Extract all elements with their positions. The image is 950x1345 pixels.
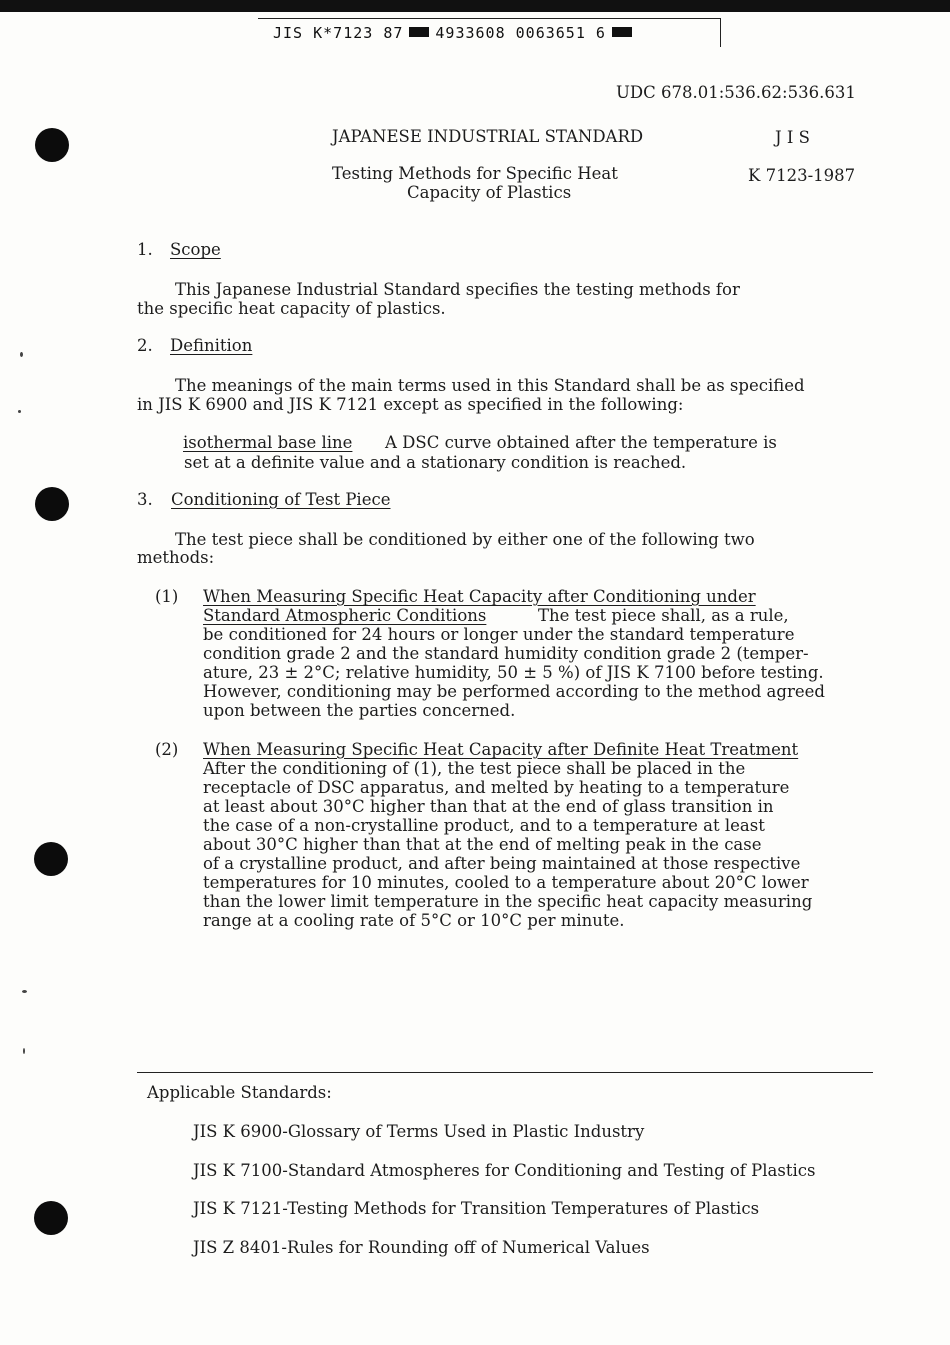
title-line-1: Testing Methods for Specific Heat bbox=[332, 164, 618, 183]
applicable-heading: Applicable Standards: bbox=[147, 1083, 332, 1102]
item-body-line: at least about 30°C higher than that at the end of glass transition in bbox=[203, 797, 774, 816]
applicable-item: JIS K 6900-Glossary of Terms Used in Plastic Industry bbox=[193, 1122, 645, 1141]
body-line: This Japanese Industrial Standard specifies the testing methods for bbox=[175, 280, 740, 299]
item-body-line: range at a cooling rate of 5°C or 10°C per minute. bbox=[203, 911, 625, 930]
item-body-line: of a crystalline product, and after being maintained at those respective bbox=[203, 854, 801, 873]
item-title: When Measuring Specific Heat Capacity after Definite Heat Treatment bbox=[203, 740, 799, 759]
punch-hole bbox=[34, 842, 68, 876]
item-body-line: condition grade 2 and the standard humidity condition grade 2 (temper- bbox=[203, 644, 809, 663]
body-line: the specific heat capacity of plastics. bbox=[137, 299, 446, 318]
title-line-2: Capacity of Plastics bbox=[407, 183, 572, 202]
stamp-number: 4933608 0063651 6 bbox=[435, 24, 606, 42]
item-body-line: be conditioned for 24 hours or longer under the standard temperature bbox=[203, 625, 795, 644]
item-body-line: upon between the parties concerned. bbox=[203, 701, 516, 720]
header-stamp bbox=[273, 24, 638, 42]
applicable-item: JIS Z 8401-Rules for Rounding off of Numerical Values bbox=[193, 1238, 650, 1257]
item-body-line: After the conditioning of (1), the test piece shall be placed in the bbox=[203, 759, 746, 778]
standard-type: JAPANESE INDUSTRIAL STANDARD bbox=[332, 127, 644, 146]
item-body-line: receptacle of DSC apparatus, and melted by heating to a temperature bbox=[203, 778, 790, 797]
body-line: The test piece shall be conditioned by either one of the following two bbox=[175, 530, 755, 549]
section-heading-scope: Scope bbox=[170, 240, 221, 259]
standard-number: K 7123-1987 bbox=[748, 166, 856, 185]
item-title: Standard Atmospheric Conditions bbox=[203, 606, 487, 625]
stamp-block-mark bbox=[409, 27, 429, 37]
term-definition: A DSC curve obtained after the temperature is bbox=[385, 433, 777, 452]
item-label: (2) bbox=[155, 740, 179, 759]
stamp-block-mark bbox=[612, 27, 632, 37]
punch-hole bbox=[35, 487, 69, 521]
section-number: 3. bbox=[137, 490, 153, 509]
applicable-item: JIS K 7100-Standard Atmospheres for Conditioning and Testing of Plastics bbox=[193, 1161, 816, 1180]
stamp-code: JIS K*7123 87 bbox=[273, 24, 404, 42]
item-body-line: the case of a non-crystalline product, and to a temperature at least bbox=[203, 816, 765, 835]
item-label: (1) bbox=[155, 587, 179, 606]
scan-speck bbox=[20, 352, 23, 357]
udc-code: UDC 678.01:536.62:536.631 bbox=[616, 83, 856, 102]
section-heading-definition: Definition bbox=[170, 336, 253, 355]
item-title: When Measuring Specific Heat Capacity after Conditioning under bbox=[203, 587, 756, 606]
defined-term: isothermal base line bbox=[183, 433, 353, 452]
item-body-line: ature, 23 ± 2°C; relative humidity, 50 ± 5 %) of JIS K 7100 before testing. bbox=[203, 663, 824, 682]
term-definition: set at a definite value and a stationary condition is reached. bbox=[184, 453, 687, 472]
footnote-divider bbox=[137, 1072, 873, 1073]
section-number: 1. bbox=[137, 240, 153, 259]
body-line: The meanings of the main terms used in this Standard shall be as specified bbox=[175, 376, 805, 395]
section-heading-conditioning: Conditioning of Test Piece bbox=[171, 490, 391, 509]
body-line: in JIS K 6900 and JIS K 7121 except as specified in the following: bbox=[137, 395, 684, 414]
applicable-item: JIS K 7121-Testing Methods for Transition Temperatures of Plastics bbox=[193, 1199, 760, 1218]
item-body-line: temperatures for 10 minutes, cooled to a temperature about 20°C lower bbox=[203, 873, 809, 892]
body-line: methods: bbox=[137, 548, 215, 567]
item-body-line: However, conditioning may be performed according to the method agreed bbox=[203, 682, 825, 701]
item-body-line: about 30°C higher than that at the end of melting peak in the case bbox=[203, 835, 762, 854]
scan-speck bbox=[23, 1048, 25, 1054]
section-number: 2. bbox=[137, 336, 153, 355]
item-body-line: The test piece shall, as a rule, bbox=[538, 606, 789, 625]
scan-top-border bbox=[0, 0, 950, 12]
punch-hole bbox=[34, 1201, 68, 1235]
scan-speck bbox=[18, 410, 21, 413]
item-body-line: than the lower limit temperature in the specific heat capacity measuring bbox=[203, 892, 813, 911]
punch-hole bbox=[35, 128, 69, 162]
jis-mark: J I S bbox=[775, 128, 810, 147]
scan-speck bbox=[22, 990, 27, 993]
